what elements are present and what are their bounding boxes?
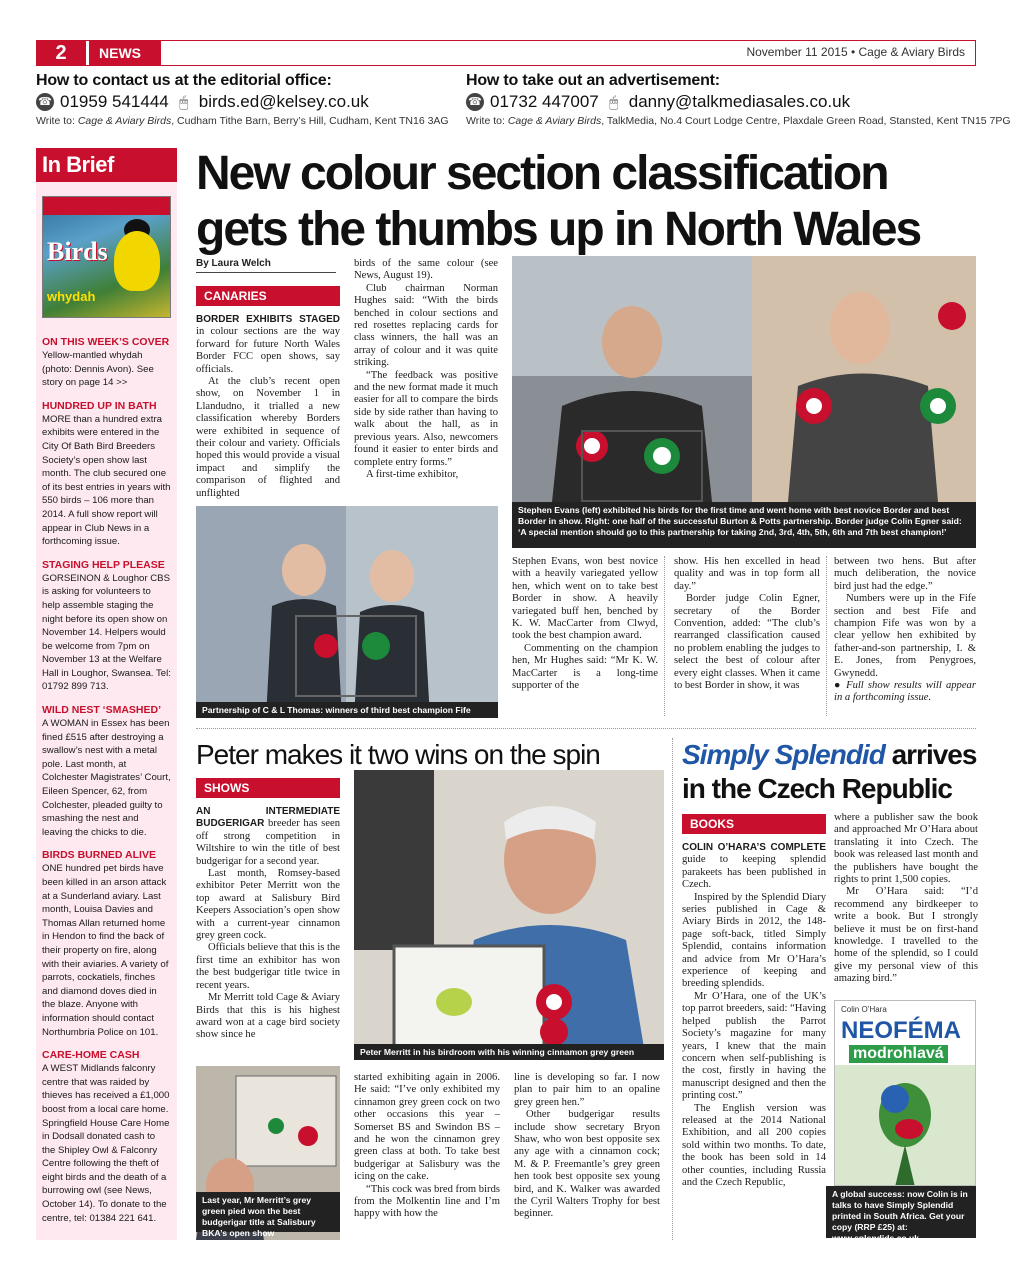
caption-top-photos: Stephen Evans (left) exhibited his birds for the first time and went home with best novice Border and best Border in show. Right: one half of the successful Burton & Potts partnership. Border judge Colin Egner said: ‘A special mention should go to this partnership for taking 2nd, 3rd, 4th, 5th, 6th and 7th best champion!’ — [512, 502, 976, 548]
page-number: 2 — [36, 40, 86, 66]
brief-text: Yellow-mantled whydah (photo: Dennis Avon). See story on page 14 >> — [42, 350, 154, 389]
peter-headline: Peter makes it two wins on the spin — [196, 739, 600, 770]
peter-col-3: line is developing so far. I now plan to pair him to an opaline grey green hen.” Other budgerigar results include show secretary Bryon Shaw, who won best opposite sex any age with a cinnamon cock; M. & P. Freemantle’s grey green hen took best opposite sex young bird, and K. Walker was awarded the Cyril Walters Trophy for best beginner. — [514, 1072, 660, 1220]
cover-label: whydah — [47, 289, 96, 304]
byline: By Laura Welch — [196, 258, 336, 273]
photo-stephen-evans — [512, 256, 752, 502]
photo-burton-potts — [752, 256, 976, 502]
caption-peter-small: Last year, Mr Merritt’s grey green pied won the best budgerigar title at Salisbury BKA’s open show — [196, 1192, 340, 1232]
in-brief-title: In Brief — [36, 148, 177, 182]
book-author: Colin O’Hara — [841, 1005, 887, 1014]
main-col-5: between two hens. But after much deliberation, the novice bird just had the edge.” Numbers were up in the Fife section and best Fife and champion Fife was won by a clear yellow hen exhibited by father-and-son partnership, I. & E. Jones, from Penygroes, Gwynedd. ● Full show results will appear in a forthcoming issue. — [834, 556, 976, 704]
brief-text: A WOMAN in Essex has been fined £515 after destroying a swallow’s nest with a metal pole. Last month, at Colchester Magistrates’ Court, Eileen Spencer, 62, from Colchester, pleaded guilty to smashing the nest and leaving the chicks to die. — [42, 718, 171, 838]
caption-peter-main: Peter Merritt in his birdroom with his winning cinnamon grey green budgie — [354, 1044, 664, 1060]
mouse-icon: 🖱 — [609, 93, 619, 111]
brief-head: WILD NEST ‘SMASHED’ — [42, 704, 162, 717]
in-brief-column — [36, 148, 177, 1240]
photo-peter-merritt — [354, 770, 664, 1060]
top-bar — [36, 40, 976, 66]
dateline: November 11 2015 • Cage & Aviary Birds — [746, 45, 965, 59]
mouse-icon: 🖱 — [179, 93, 189, 111]
brief-text: MORE than a hundred extra exhibits were entered in the City Of Bath Bird Breeders Society’s open show last month. The club secured one of its best entries in years with 550 birds – 106 more than 2014. A full show report will appear in Club News in a forthcoming issue. — [42, 413, 171, 548]
kicker: BORDER EXHIBITS STAGED — [196, 314, 340, 325]
phone-icon: ☎ — [36, 93, 54, 111]
section-tag: BOOKS — [682, 814, 826, 834]
cover-masthead: Birds — [47, 237, 108, 266]
section-tab: NEWS — [89, 40, 161, 66]
main-col-1: CANARIES BORDER EXHIBITS STAGED in colour sections are the way forward for future North Wales Border FCC open shows, say officials. At the club’s recent open show, on November 1 in Llandudno, it trialled a new classification whereby Borders were exhibited in sequence of their colour and variety. Officials hoped this would provide a visual impact and simplify the comparison of flighted and unflighted — [196, 286, 340, 500]
advert-email[interactable]: danny@talkmediasales.co.uk — [628, 92, 851, 111]
photo-thomas-partnership — [196, 506, 498, 718]
brief-text: A WEST Midlands falconry centre that was raided by thieves has received a £1,000 boost from a local care home. Springfield House Care Home in Dodsall donated cash to the Shipley Owl & Falconry Centre following the theft of eight birds and the death of a burrowing owl (see News, October 14). To donate to the centre, tel: 01384 221 641. — [42, 1063, 170, 1224]
brief-head: CARE-HOME CASH — [42, 1049, 140, 1062]
brief-head: HUNDRED UP IN BATH — [42, 399, 157, 412]
editorial-email[interactable]: birds.ed@kelsey.co.uk — [198, 92, 369, 111]
editorial-phone: 01959 541444 — [60, 92, 169, 111]
section-tag: SHOWS — [196, 778, 340, 798]
splendid-col-1: BOOKS COLIN O’HARA’S COMPLETE guide to keeping splendid parakeets has been published in Czech. Inspired by the Splendid Diary series published in Cage & Aviary Birds in 2012, the 148-page soft-back, titled Simply Splendid, contains information and advice from Mr O’Hara’s experience of keeping and breeding splendids. Mr O’Hara, one of the UK’s top parrot breeders, said: “Having helped publish the Parrot Society’s magazine for many years, I knew that the main concern when self-publishing is the cost, firstly in having the manuscript designed and then the printing cost.” The English version was released at the 2014 National Exhibition, and all 200 copies sold within two months. To date, the book has been sold in 14 other counties, including Russia and the Czech Republic, — [682, 814, 826, 1189]
splendid-col-2: where a publisher saw the book and approached Mr O’Hara about translating it into Czech. The book was released last month and the publishers have bought the rights to print 1,500 copies. Mr O’Hara said: “I’d recommend any birdkeeper to write a book. But I strongly believe it must be on first-hand knowledge. I travelled to the home of the splendid, so I could give my personal view of this amazing bird.” — [834, 812, 978, 985]
caption-thomas: Partnership of C & L Thomas: winners of third best champion Fife canary — [196, 702, 498, 718]
brief-text: ONE hundred pet birds have been killed in an arson attack at a Sunderland aviary. Last month, Louisa Davies and Thomas Allan returned home in Hendon to find the back of their property on fire, along with their aviaries. A variety of parrots, cockatiels, finches and diamond doves died in the blaze. Anyone with information should contact Northumbria Police on 101. — [42, 863, 169, 1038]
phone-icon: ☎ — [466, 93, 484, 111]
contact-editorial — [36, 72, 449, 127]
main-col-4: show. His hen excelled in head quality and was in top form all day.” Border judge Colin Egner, secretary of the Border Convention, added: “The club’s rearranged classification caused no problem enabling the judges to select the best of colour after every eight classes. When it came to best Border in show, it was — [674, 556, 820, 692]
contact-editorial-title: How to contact us at the editorial office: — [36, 72, 332, 89]
brief-text: GORSEINON & Loughor CBS is asking for volunteers to help assemble staging the night before its open show on November 14. Helpers would be welcome from 7pm on November 13 at the Welfare Hall in Loughor, Swansea. Tel: 01792 899 713. — [42, 572, 171, 693]
footnote: Full show results will appear in a forthcoming issue. — [834, 680, 976, 704]
kicker: COLIN O’HARA’S COMPLETE — [682, 842, 826, 853]
kicker: AN INTERMEDIATE BUDGERIGAR — [196, 806, 340, 830]
brief-head: STAGING HELP PLEASE — [42, 558, 165, 571]
cover-thumbnail[interactable] — [42, 196, 171, 318]
main-col-2: birds of the same colour (see News, August 19). Club chairman Norman Hughes said: “With the birds benched in colour sections and red rosettes replacing cards for class winners, the hall was an array of colour and it was quite striking. “The feedback was positive and the new format made it much easier for all to compare the birds side by side rather than having to walk about the hall, as in previous years. Also, newcomers found it easier to enter birds and complete entry forms.” A first-time exhibitor, — [354, 258, 498, 480]
peter-col-2: started exhibiting again in 2006. He said: “I’ve only exhibited my cinnamon grey green cock on two other occasions this year – Somerset BS and Swindon BS – and he won the cinnamon grey green class at both. To take best budgerigar at Salisbury was the icing on the cake. “This cock was bred from birds from the Molkentin line and I’m happy with how the — [354, 1072, 500, 1220]
book-title: NEOFÉMA — [841, 1017, 961, 1044]
peter-col-1: SHOWS AN INTERMEDIATE BUDGERIGAR breeder has seen off strong competition in Wiltshire to win the title of best budgerigar for a second year. Last month, Romsey-based exhibitor Peter Merritt won the top award at Salisbury Bird Keepers Association’s open show with a current-year cinnamon grey green cock. Officials believe that this is the first time an exhibitor has won the best budgerigar title twice in recent years. Mr Merritt told Cage & Aviary Birds that this is his highest award won at a cage bird society show since he — [196, 778, 340, 1042]
bullet-icon: ● — [834, 680, 842, 692]
book-subtitle: modrohlavá — [849, 1045, 948, 1063]
advert-phone: 01732 447007 — [490, 92, 599, 111]
contact-advert — [466, 72, 1011, 127]
advert-address: Write to: Cage & Aviary Birds, TalkMedia, No.4 Court Lodge Centre, Plaxdale Green Road, Stansted, Kent TN15 7PG — [466, 115, 1011, 127]
editorial-address: Write to: Cage & Aviary Birds, Cudham Tithe Barn, Berry’s Hill, Cudham, Kent TN16 3AG — [36, 115, 449, 127]
main-headline: New colour section classification gets the thumbs up in North Wales — [196, 147, 921, 256]
brief-head: ON THIS WEEK’S COVER — [42, 336, 170, 348]
splendid-headline: Simply Splendid arrives in the Czech Republic — [682, 739, 977, 804]
caption-book: A global success: now Colin is in talks to have Simply Splendid printed in South Africa. Get your copy (RRP £25) at: www.splendids.co.uk — [826, 1186, 976, 1238]
section-tag: CANARIES — [196, 286, 340, 306]
brief-head: BIRDS BURNED ALIVE — [42, 849, 156, 862]
main-col-3: Stephen Evans, won best novice with a heavily variegated yellow hen, which went on to take best Border in show. A heavily variegated buff hen, benched by K. W. MacCarter from Clwyd, took the best champion award. Commenting on the champion hen, Mr Hughes said: “Mr K. W. MacCarter is a long-time supporter of the — [512, 556, 658, 692]
book-cover — [834, 1000, 976, 1186]
brief-list — [36, 336, 177, 1225]
contact-advert-title: How to take out an advertisement: — [466, 72, 720, 89]
